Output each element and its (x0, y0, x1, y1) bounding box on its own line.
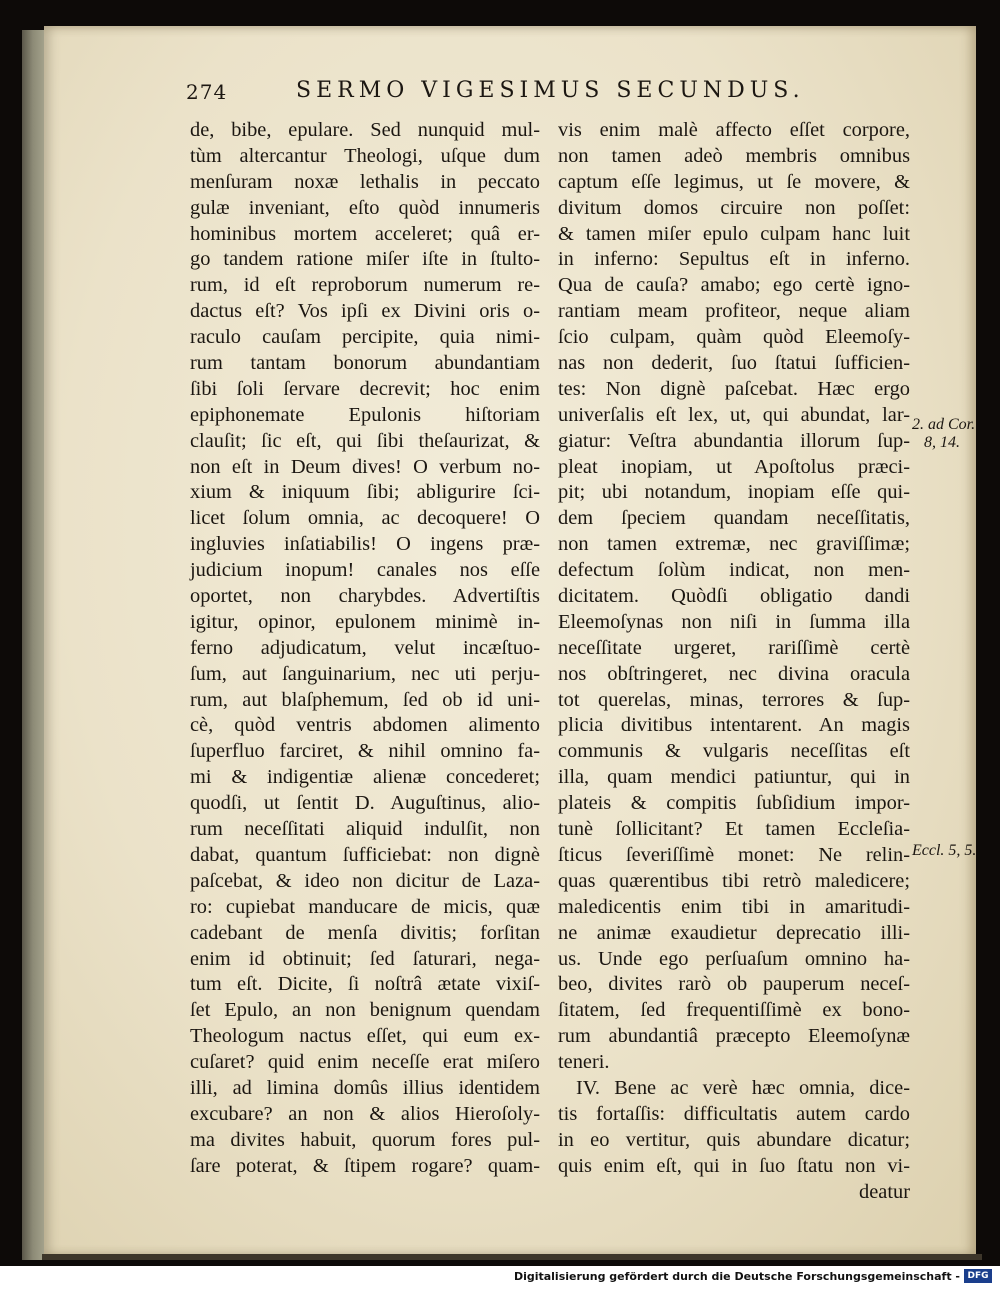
text-line: mi & indigentiæ alienæ concederet; (190, 766, 540, 789)
text-line: rum neceſſitati aliquid indulſit, non (190, 818, 540, 841)
text-line: tùm altercantur Theologi, uſque dum (190, 144, 540, 167)
text-line: ſcio culpam, quàm quòd Eleemoſy- (558, 326, 910, 349)
running-title: SERMO VIGESIMUS SECUNDUS. (296, 78, 805, 103)
text-line: ingluvies inſatiabilis! O ingens præ- (190, 533, 540, 556)
text-line: captum eſſe legimus, ut ſe movere, & (558, 170, 910, 193)
digitization-footer (0, 1266, 1000, 1289)
text-line: xium & iniquum ſibi; abligurire ſci- (190, 481, 540, 504)
text-line: quas quærentibus tibi retrò maledicere; (558, 869, 910, 892)
text-line: tunè ſollicitant? Et tamen Eccleſia- (558, 818, 910, 841)
text-line: quodſi, ut ſentit D. Auguſtinus, alio- (190, 792, 540, 815)
text-line: hominibus mortem acceleret; quâ er- (190, 222, 540, 245)
text-line: dicitatem. Quòdſi obligatio dandi (558, 585, 910, 608)
text-line: oportet, non charybdes. Advertiſtis (190, 585, 540, 608)
text-line: excubare? an non & alios Hieroſoly- (190, 1102, 540, 1125)
text-line: ſticus ſeveriſſimè monet: Ne relin- (558, 843, 910, 866)
text-line: ſet Epulo, an non benignum quendam (190, 999, 540, 1022)
page-bottom-edge (42, 1254, 982, 1260)
text-line: Theologum nactus eſſet, qui eum ex- (190, 1025, 540, 1048)
text-line: maledicentis enim tibi in amaritudi- (558, 895, 910, 918)
text-line: tot querelas, minas, terrores & ſup- (558, 688, 910, 711)
text-line: gulæ inveniant, eſto quòd innumeris (190, 196, 540, 219)
text-line: licet ſolum omnia, ac decoquere! O (190, 507, 540, 530)
text-line: quis enim eſt, qui in ſuo ſtatu non vi- (558, 1154, 910, 1177)
text-line: illi, ad limina domûs illius identidem (190, 1076, 540, 1099)
text-line: vis enim malè affecto eſſet corpore, (558, 119, 910, 141)
right-text-column (558, 118, 910, 1205)
text-line: rum, id eſt reproborum numerum re- (190, 274, 540, 297)
text-line: giatur: Veſtra abundantia illorum ſup- (558, 429, 910, 452)
text-line: de, bibe, epulare. Sed nunquid mul- (190, 119, 540, 141)
text-line: teneri. (558, 1051, 610, 1074)
text-line: cadebant de menſa divitis; forſitan (190, 921, 540, 944)
text-line: ſum, aut ſanguinarium, nec uti perju- (190, 662, 540, 685)
text-line: epiphonemate Epulonis hiſtoriam (190, 403, 540, 426)
text-line: non eſt in Deum dives! O verbum no- (190, 455, 540, 478)
margin-note-line: 2. ad Cor. (912, 416, 976, 433)
text-line: rum tantam bonorum abundantiam (190, 352, 540, 375)
text-line: non tamen adeò membris omnibus (558, 144, 910, 167)
text-line: ſibi ſoli ſervare decrevit; hoc enim (190, 377, 540, 400)
text-line: clauſit; ſic eſt, qui ſibi theſaurizat, & (190, 429, 540, 452)
text-line: rum, aut blaſphemum, ſed ob id uni- (190, 688, 540, 711)
text-line: beo, divites rarò ob pauperum neceſ- (558, 973, 910, 996)
text-line: neceſſitate urgeret, rariſſimè certè (558, 636, 910, 659)
text-line: paſcebat, & ideo non dicitur de Laza- (190, 869, 540, 892)
text-line: univerſalis eſt lex, ut, qui abundat, lar- (558, 403, 910, 426)
text-line: ſitatem, ſed frequentiſſimè ex bono- (558, 999, 910, 1022)
text-line: judicium inopum! canales nos eſſe (190, 559, 540, 582)
text-line: communis & vulgaris neceſſitas eſt (558, 740, 910, 763)
book-spine (22, 30, 46, 1260)
margin-note-corinthians (912, 416, 975, 452)
text-line: enim id obtinuit; ſed ſaturari, nega- (190, 947, 540, 970)
page-number: 274 (186, 80, 228, 104)
text-line: IV. Bene ac verè hæc omnia, dice- (576, 1076, 910, 1099)
text-line: cè, quòd ventris abdomen alimento (190, 714, 540, 737)
footer-credit: Digitalisierung gefördert durch die Deutsche Forschungsgemeinschaft - (513, 1270, 960, 1283)
text-line: in inferno: Sepultus eſt in inferno. (558, 248, 910, 271)
text-line: ſare poterat, & ſtipem rogare? quam- (190, 1154, 540, 1177)
text-line: & tamen miſer epulo culpam hanc luit (558, 222, 910, 245)
text-line: non tamen extremæ, nec graviſſimæ; (558, 533, 910, 556)
text-line: dabat, quantum ſufficiebat: non dignè (190, 843, 540, 866)
margin-note-line: 8, 14. (924, 434, 960, 451)
text-line: igitur, opinor, epulonem minimè in- (190, 610, 540, 633)
text-line: ne animæ exaudietur deprecatio illi- (558, 921, 910, 944)
text-line: cuſaret? quid enim neceſſe erat miſero (190, 1051, 540, 1074)
text-line: menſuram noxæ lethalis in peccato (190, 170, 540, 193)
text-line: dem ſpeciem quandam neceſſitatis, (558, 507, 910, 530)
text-line: us. Unde ego perſuaſum omnino ha- (558, 947, 910, 970)
page-header (186, 76, 826, 112)
text-line: ma divites habuit, quorum fores pul- (190, 1128, 540, 1151)
text-line: ferno adjudicatum, velut incæſtuo- (190, 636, 540, 659)
text-line: in eo vertitur, quis abundare dicatur; (558, 1128, 910, 1151)
text-line: ro: cupiebat manducare de micis, quæ (190, 895, 540, 918)
text-line: tum eſt. Dicite, ſi noſtrâ ætate vixiſ- (190, 973, 540, 996)
text-line: nos obſtringeret, nec divina oracula (558, 662, 910, 685)
text-line: ſuperfluo farciret, & nihil omnino fa- (190, 740, 540, 763)
text-line: rantiam meam profiteor, neque aliam (558, 300, 910, 323)
text-line: nas non dederit, ſuo ſtatui ſufficien- (558, 352, 910, 375)
text-line: plicia divitibus intentarent. An magis (558, 714, 910, 737)
dfg-logo: DFG (964, 1269, 992, 1283)
text-line: rum abundantiâ præcepto Eleemoſynæ (558, 1025, 910, 1048)
text-line: pit; ubi notandum, inopiam eſſe qui- (558, 481, 910, 504)
text-line: dactus eſt? Vos ipſi ex Divini oris o- (190, 300, 540, 323)
text-line: divitum domos circuire non poſſet: (558, 196, 910, 219)
text-line: Eleemoſynas non niſi in ſumma illa (558, 610, 910, 633)
text-line: plateis & compitis ſubſidium impor- (558, 792, 910, 815)
text-line: pleat inopiam, ut Apoſtolus præci- (558, 455, 910, 478)
text-line: tes: Non dignè paſcebat. Hæc ergo (558, 377, 910, 400)
text-line: Qua de cauſa? amabo; ego certè igno- (558, 274, 910, 297)
text-line: defectum ſolùm indicat, non men- (558, 559, 910, 582)
text-line: illa, quam mendici patiuntur, qui in (558, 766, 910, 789)
text-line: go tandem ratione miſer iſte in ſtulto- (190, 248, 540, 271)
text-line: tis fortaſſis: difficultatis autem cardo (558, 1102, 910, 1125)
left-text-column (190, 118, 540, 1180)
text-line: raculo cauſam percipite, quia nimi- (190, 326, 540, 349)
text-line: deatur (859, 1180, 910, 1203)
margin-note-ecclesiasticus: Eccl. 5, 5. (912, 842, 977, 859)
